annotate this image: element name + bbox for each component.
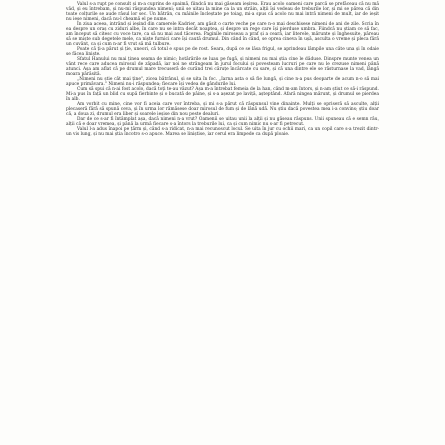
paragraph: Sfatul Hanului nu mai ținea seama de nimic; hotărârile se luau pe fugă, și nimeni nu mai știa cine le dăduse. Dinspre munte venea un vânt rece care aducea mirosul de zăpadă, iar noi ne strângeam în jurul focului și povesteam lucruri pe care nu le crezuse nimeni până atunci. Așa am aflat că pe drumul mare trecuseră de curând trei căruțe încărcate cu sare, și că una dintre ele se răsturnase la vad, lângă moara părăsită. <box>66 57 379 78</box>
paragraph: Am vorbit cu mine, cine vor fi aceia care vor întreba, și mi s-a părut că răspunsul vine dinainte. Mulți se opriseră să asculte, alții plecaseră fără să spună ceva, și în urma lor rămăsese doar mirosul de fum și de lână udă. Nu știu dacă povestea mea i-a convins; știu doar că, a doua zi, drumul era liber și soarele ieșise din nou peste dealuri. <box>66 102 379 118</box>
paragraph: Cum să spui că n-ai fost acolo, dacă toți te-au văzut? Așa m-a întrebat femeia de la han, când m-am întors, și n-am știut ce să-i răspund. Mi-a pus în față un blid cu supă fierbinte și o bucată de pâine, și s-a așezat pe laviță, așteptând. Afară ningea mărunt, și drumul se pierdea în alb. <box>66 87 379 103</box>
paragraph: În ziua aceea, intrând și ieșind din camerele Kadrier, am găsit o carte veche pe care n-o mai deschisese nimeni de ani de zile. Scria în ea despre un oraș cu ziduri albe, în care nu se intra decât noaptea, și despre un rege care își pierduse umbra. Fiindcă nu știam ce să fac, am început să citesc cu voce tare, ca să nu mai aud tăcerea. Paginile miroseau a praf și a ceară, iar literele, mărunte și înghesuite, păreau să se miște sub degetele mele, ca niște furnici care își caută drumul. Din când în când, se oprea cineva în ușă, asculta o vreme și pleca fără un cuvânt, ca și cum n-ar fi vrut să mă tulbure. <box>66 22 379 48</box>
paragraph: Dar de ce s-ar fi întâmplat așa, dacă nimeni n-a vrut? Oamenii se uitau unii la alții și nu găseau răspuns. Unii spuneau că e semn rău, alții că e doar vremea, și până la urmă fiecare s-a întors la treburile lui, ca și cum nimic nu s-ar fi petrecut. <box>66 117 379 128</box>
body-text <box>66 2 379 137</box>
paragraph: Valul s-a rupt pe consult și m-a cuprins de spaimă, fiindcă nu mai găseam ieșirea. Erau acolo oameni care parcă se prefăceau că nu mă văd, și eu întrebam, și nu-mi răspundea nimeni; unii se uitau la mine ca la un străin, alții își vedeau de treburile lor, și mi se părea că din toate colțurile se aude râsul lor sec. Un bătrân, cu mâinile încleștate pe toiag, mi-a spus că acolo nu mai intră nimeni de mult, iar de ieșit nu iese nimeni, dacă nu-l cheamă el pe nume. <box>66 2 379 23</box>
paragraph: Poate că ți-a părut și ție, uneori, că totul e spus pe de rost. Seara, după ce se lăsa frigul, se aprindeau lămpile una câte una și în odaie se făcea liniște. <box>66 47 379 58</box>
paragraph: „Nimeni nu știe cât mai ține", zicea bătrânul, și se uita în foc. „Iarna asta o să fie lungă, și cine n-a pus deoparte de acum n-o să mai apuce primăvara." Nimeni nu-i răspundea; fiecare își vedea de gândurile lui. <box>66 77 379 88</box>
paragraph: Valul l-a adus înapoi pe țărm și, când s-a ridicat, n-a mai recunoscut locul. Se uita în jur cu ochii mari, ca un copil care s-a trezit dintr-un vis lung, și nu mai știa încotro s-o apuce. Marea se liniștise, iar cerul era limpede ca după ploaie. <box>66 127 379 138</box>
